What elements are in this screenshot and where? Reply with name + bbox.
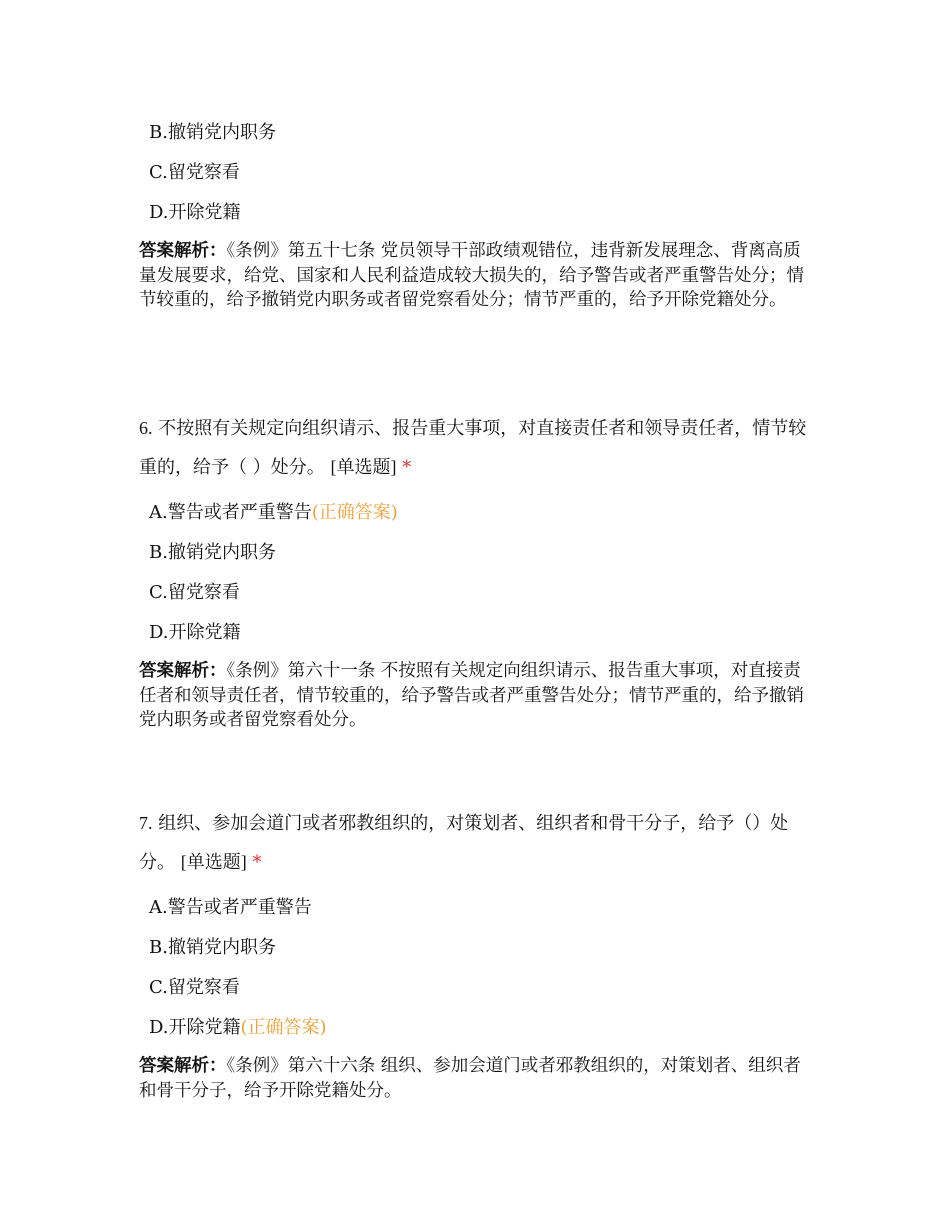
required-mark: *	[252, 852, 262, 873]
option-label: C.留党察看	[149, 582, 240, 603]
answer-analysis	[139, 239, 814, 313]
answer-analysis	[139, 659, 814, 733]
question-7	[139, 804, 819, 1103]
question-5-continuation	[139, 121, 819, 313]
question-type: [单选题]	[180, 852, 247, 872]
option-label: C.留党察看	[149, 977, 240, 998]
question-title	[139, 409, 819, 487]
option-d	[149, 201, 819, 225]
option-label: B.撤销党内职务	[149, 122, 276, 143]
option-label: D.开除党籍	[149, 202, 241, 223]
question-6	[139, 409, 819, 733]
analysis-label: 答案解析：	[139, 661, 227, 681]
option-b	[149, 121, 819, 145]
question-number: 6.	[139, 418, 153, 438]
analysis-text: 《条例》第六十一条 不按照有关规定向组织请示、报告重大事项，对直接责任者和领导责任者，情节较重的，给予警告或者严重警告处分；情节严重的，给予撤销党内职务或者留党察看处分。	[139, 661, 804, 730]
required-mark: *	[402, 457, 412, 478]
option-c	[149, 581, 819, 605]
options-list	[139, 896, 819, 1040]
option-label: C.留党察看	[149, 162, 240, 183]
option-label: B.撤销党内职务	[149, 937, 276, 958]
option-c	[149, 161, 819, 185]
analysis-label: 答案解析：	[139, 241, 227, 261]
option-label: A.警告或者严重警告	[149, 502, 312, 523]
option-b	[149, 541, 819, 565]
option-label: A.警告或者严重警告	[149, 897, 312, 918]
analysis-text: 《条例》第六十六条 组织、参加会道门或者邪教组织的，对策划者、组织者和骨干分子，给予开除党籍处分。	[139, 1056, 801, 1101]
question-type: [单选题]	[330, 457, 397, 477]
question-text: 组织、参加会道门或者邪教组织的，对策划者、组织者和骨干分子，给予（）处分。	[139, 813, 789, 873]
correct-answer-tag: (正确答案)	[311, 502, 398, 523]
analysis-label: 答案解析：	[139, 1056, 227, 1076]
option-b	[149, 936, 819, 960]
correct-answer-tag: (正确答案)	[240, 1017, 327, 1038]
option-d	[149, 621, 819, 645]
option-label: B.撤销党内职务	[149, 542, 276, 563]
option-a	[149, 501, 819, 525]
option-c	[149, 976, 819, 1000]
question-title	[139, 804, 819, 882]
option-label: D.开除党籍	[149, 622, 241, 643]
option-d	[149, 1016, 819, 1040]
question-number: 7.	[139, 813, 153, 833]
option-label: D.开除党籍	[149, 1017, 241, 1038]
options-list	[139, 501, 819, 645]
question-text: 不按照有关规定向组织请示、报告重大事项，对直接责任者和领导责任者，情节较重的，给予（ ）处分。	[139, 418, 807, 478]
answer-analysis	[139, 1054, 814, 1103]
analysis-text: 《条例》第五十七条 党员领导干部政绩观错位，违背新发展理念、背离高质量发展要求，给党、国家和人民利益造成较大损失的，给予警告或者严重警告处分；情节较重的，给予撤销党内职务或者留党察看处分；情节严重的，给予开除党籍处分。	[139, 241, 804, 310]
option-a	[149, 896, 819, 920]
